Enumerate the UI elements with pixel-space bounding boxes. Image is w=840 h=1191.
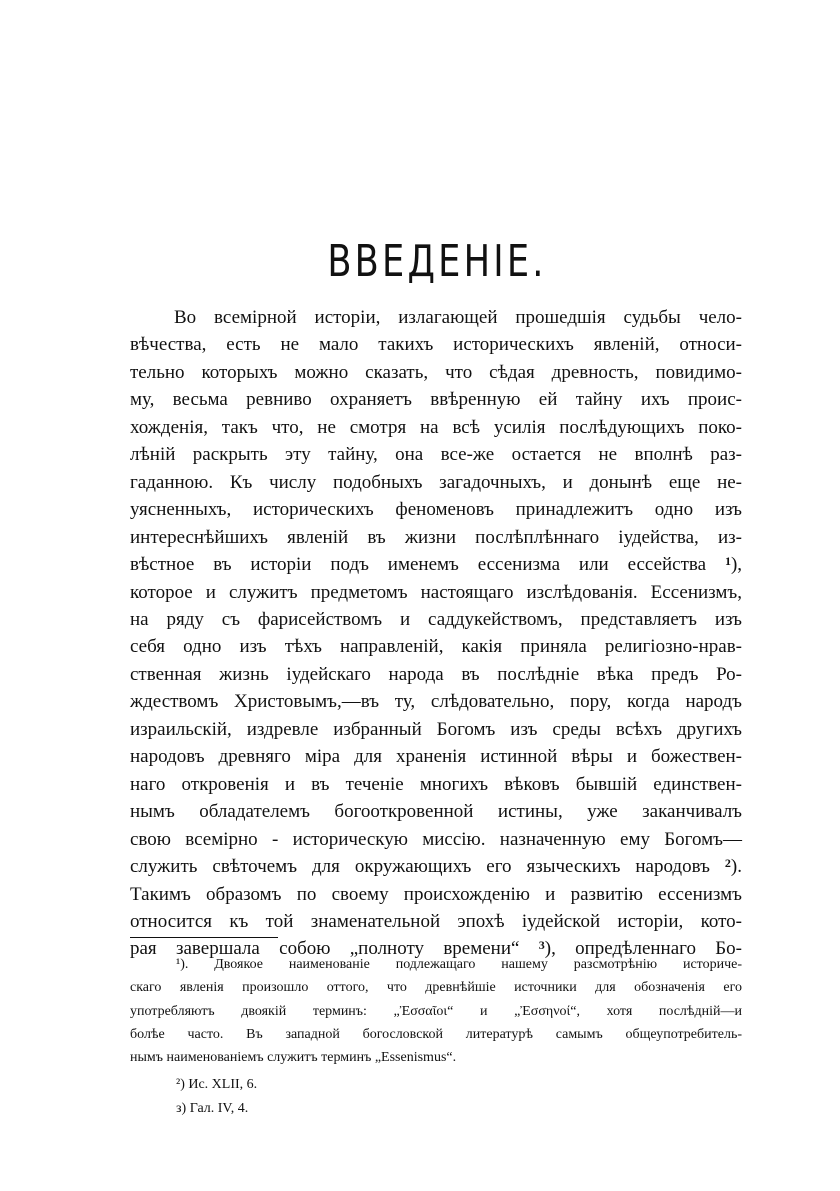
text-line: на ряду съ фарисействомъ и саддукействомъ, представляетъ изъ (130, 608, 742, 630)
text-line: Такимъ образомъ по своему происхожденію и развитію ессенизмъ (130, 883, 742, 905)
text-line: тельно которыхъ можно сказать, что сѣдая древность, повидимо- (130, 361, 742, 383)
text-fragment: рая завершала собою „полноту времени“ (130, 938, 520, 960)
footnote-line: нымъ наименованіемъ служитъ терминъ „Essenismus“. (130, 1050, 457, 1066)
text-fragment: опредѣленнаго Бо- (575, 938, 743, 960)
text-fragment: служить свѣточемъ для окружающихъ его языческихъ народовъ (130, 856, 710, 878)
footnote-line: болѣе часто. Въ западной богословской литературѣ самымъ общеупотребитель- (130, 1026, 742, 1042)
text-line: уясненныхъ, историческихъ феноменовъ принадлежитъ одно изъ (130, 499, 742, 521)
footnote-divider (130, 937, 278, 938)
text-line: лѣній раскрыть эту тайну, она все-же остается не вполнѣ раз- (130, 444, 742, 466)
text-line: гаданною. Къ числу подобныхъ загадочныхъ, и донынѣ еще не- (130, 471, 742, 493)
footnote-ref: 2 (724, 856, 731, 871)
footnotes (130, 953, 742, 1120)
footnote-2: ²) Ис. XLII, 6. (176, 1077, 258, 1093)
text-line: Во всемірной исторіи, излагающей прошедшія судьбы чело- (174, 307, 742, 328)
text-line: хожденія, такъ что, не смотря на всѣ усилія послѣдующихъ поко- (130, 416, 742, 438)
footnote-3: з) Гал. IV, 4. (176, 1100, 249, 1116)
text-line: израильскій, издревле избранный Богомъ изъ среды всѣхъ другихъ (130, 718, 742, 740)
text-line: наго откровенія и въ теченіе многихъ вѣковъ бывшій единствен- (130, 773, 742, 795)
text-line: интереснѣйшихъ явленій въ жизни послѣплѣннаго іудейства, из- (130, 526, 742, 548)
page-title: ВВЕДЕНІЕ. (327, 236, 547, 287)
footnote-ref: 3 (538, 938, 545, 953)
text-line-with-note (130, 551, 742, 578)
text-fragment: вѣстное въ исторіи подъ именемъ ессенизма или ессейства (130, 554, 707, 576)
text-line: му, весьма ревниво охраняетъ ввѣренную ей тайну ихъ проис- (130, 389, 742, 411)
main-text (130, 304, 742, 963)
text-fragment: ). (730, 856, 742, 878)
text-line: которое и служитъ предметомъ настоящаго изслѣдованія. Ессенизмъ, (130, 581, 742, 603)
text-line: ственная жизнь іудейскаго народа въ послѣдніе вѣка предъ Ро- (130, 663, 742, 685)
text-line: себя одно изъ тѣхъ направленій, какія приняла религіозно-нрав- (130, 636, 742, 658)
text-line-with-note (130, 853, 742, 880)
footnote-line: скаго явленія произошло оттого, что древнѣйшіе источники для обозначенія его (130, 980, 742, 996)
text-line: ждествомъ Христовымъ,—въ ту, слѣдовательно, пору, когда народъ (130, 691, 742, 713)
footnote-ref: 1 (724, 554, 731, 569)
text-line: народовъ древняго міра для храненія истинной вѣры и божествен- (130, 746, 742, 768)
text-line: свою всемірно - историческую миссію. назначенную ему Богомъ— (130, 828, 742, 850)
footnote-line: ¹). Двоякое наименованіе подлежащаго нашему разсмотрѣнію историче- (176, 957, 742, 972)
text-fragment: ), (544, 938, 556, 960)
text-fragment: ), (730, 554, 743, 576)
text-line: нымъ обладателемъ богооткровенной истины, уже заканчивалъ (130, 801, 742, 823)
footnote-line: употребляютъ двоякій терминъ: „Ἐσσαῖοι“ и „Ἐσσηνοί“, хотя послѣдній—и (130, 1003, 742, 1019)
text-line: вѣчества, есть не мало такихъ историческихъ явленій, относи- (130, 334, 742, 356)
text-line: относится къ той знаменательной эпохѣ іудейской исторіи, кото- (130, 910, 742, 932)
